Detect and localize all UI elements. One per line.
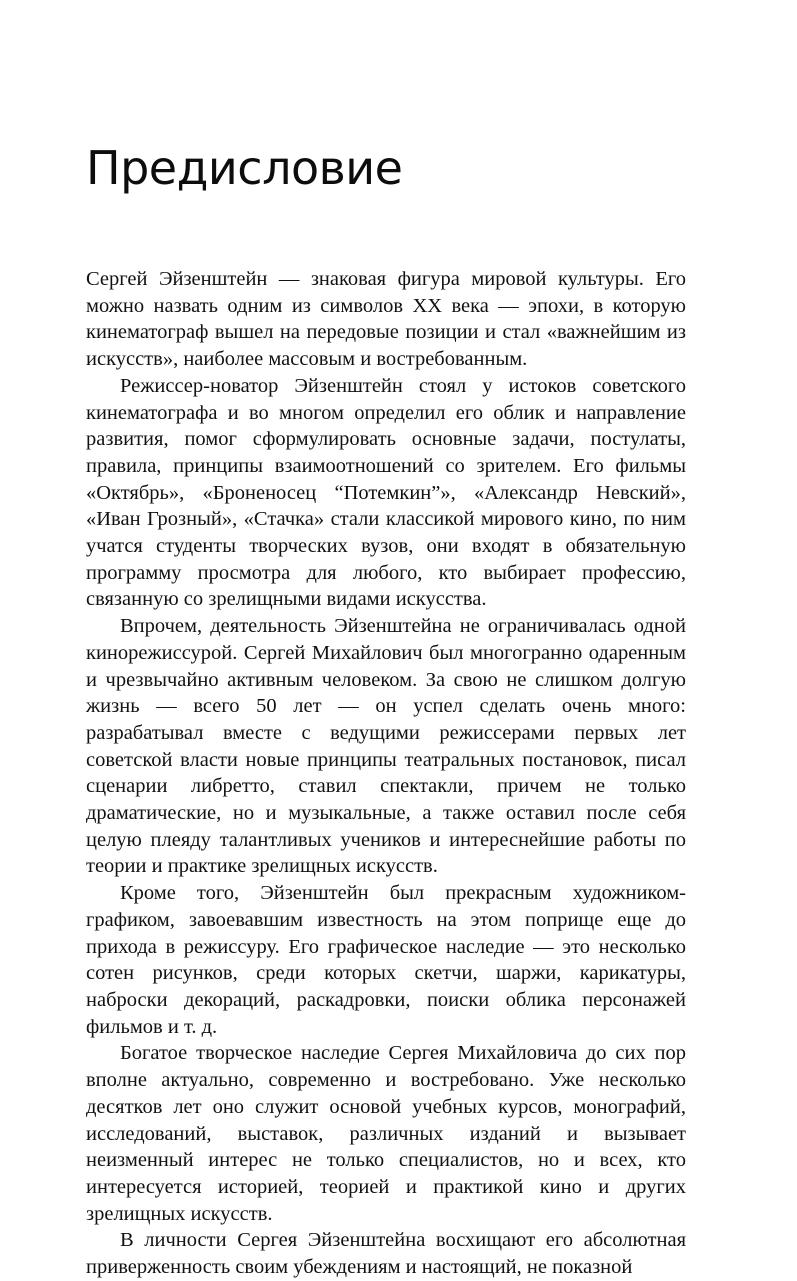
paragraph: Кроме того, Эйзенштейн был прекрасным художником-графиком, завоевавшим известность на этом поприще еще до прихода в режиссуру. Его графическое наследие — это несколько сотен рисунков, среди которых скетчи, шаржи, карикатуры, наброски декораций, раскадровки, поиски облика персонажей фильмов и т. д. bbox=[86, 882, 686, 1038]
page-title: Предисловие bbox=[86, 141, 403, 195]
paragraph: Сергей Эйзенштейн — знаковая фигура мировой культуры. Его можно назвать одним из символов XX века — эпохи, в которую кинематограф вышел на передовые позиции и стал «важнейшим из искусств», наиболее массовым и востребованным. bbox=[86, 268, 686, 371]
paragraph: Богатое творческое наследие Сергея Михайловича до сих пор вполне актуально, современно и востребовано. Уже несколько десятков лет оно служит основой учебных курсов, монографий, исследований, выставок, различных изданий и вызывает неизменный интерес не только специалистов, но и всех, кто интересуется историей, теорией и практикой кино и других зрелищных искусств. bbox=[86, 1042, 686, 1225]
paragraph: Режиссер-новатор Эйзенштейн стоял у истоков советского кинематографа и во многом определил его облик и направление развития, помог сформулировать основные задачи, постулаты, правила, принципы взаимоотношений со зрителем. Его фильмы «Октябрь», «Броненосец “Потемкин”», «Александр Невский», «Иван Грозный», «Стачка» стали классикой мирового кино, по ним учатся студенты творческих вузов, они входят в обязательную программу просмотра для любого, кто выбирает профессию, связанную со зрелищными видами искусства. bbox=[86, 374, 686, 611]
paragraph: В личности Сергея Эйзенштейна восхищают его абсолютная приверженность своим убеждениям и настоящий, не показной bbox=[86, 1229, 686, 1279]
paragraph: Впрочем, деятельность Эйзенштейна не ограничивалась одной кинорежиссурой. Сергей Михайлович был многогранно одаренным и чрезвычайно активным человеком. За свою не слишком долгую жизнь — всего 50 лет — он успел сделать очень много: разрабатывал вместе с ведущими режиссерами первых лет советской власти новые принципы театральных постановок, писал сценарии либретто, ставил спектакли, причем не только драматические, но и музыкальные, а также оставил после себя целую плеяду талантливых учеников и интереснейшие работы по теории и практике зрелищных искусств. bbox=[86, 615, 686, 878]
body-text bbox=[86, 266, 686, 1281]
